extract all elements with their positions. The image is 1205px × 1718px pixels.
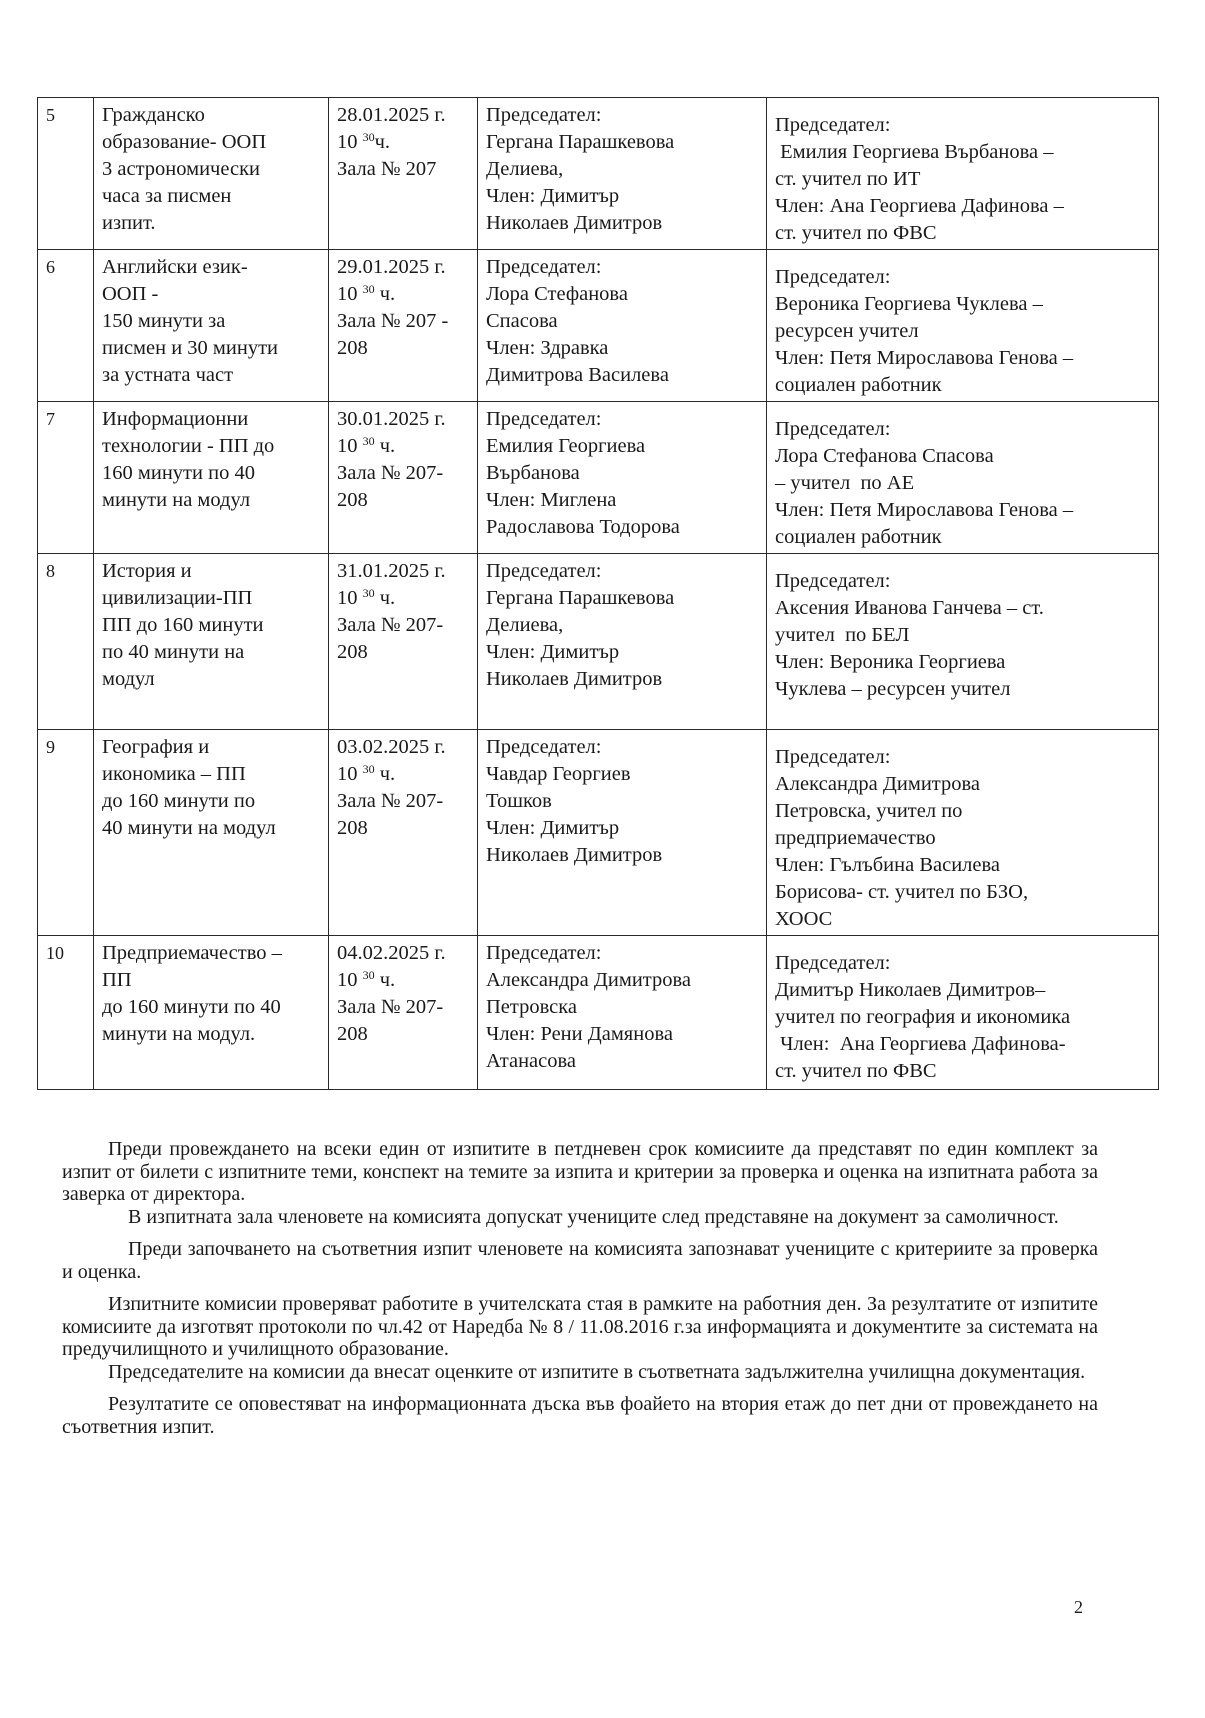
assessment-commission-cell <box>767 730 1159 936</box>
commission-line: Член: Здравка <box>486 337 609 359</box>
commission-line: Николаев Димитров <box>486 668 663 690</box>
exam-room: Зала № 207- <box>337 996 444 1018</box>
date-time-room-cell <box>329 250 478 402</box>
exam-time-hour: 10 <box>337 969 363 991</box>
exam-date: 03.02.2025 г. <box>337 736 446 758</box>
assessment-line: Председател: <box>775 114 891 136</box>
exam-time <box>337 761 469 788</box>
date-time-room-cell <box>329 730 478 936</box>
exam-time <box>337 585 469 612</box>
commission-line: Чавдар Георгиев <box>486 763 631 785</box>
row-number: 7 <box>38 402 94 554</box>
exam-room: Зала № 207 <box>337 158 437 180</box>
exam-commission-cell <box>478 936 767 1090</box>
subject-line: 150 минути за <box>102 310 226 332</box>
subject-line: ПП до 160 минути <box>102 614 264 636</box>
exam-time-suffix: ч. <box>374 283 396 305</box>
assessment-commission-cell <box>767 554 1159 730</box>
commission-line: Председател: <box>486 104 602 126</box>
table-row <box>38 402 1159 554</box>
assessment-line: Александра Димитрова <box>775 773 981 795</box>
assessment-line: учител по БЕЛ <box>775 624 910 646</box>
exam-time-minutes: 30 <box>362 282 375 296</box>
exam-commission-cell <box>478 250 767 402</box>
exam-date: 30.01.2025 г. <box>337 408 446 430</box>
subject-cell <box>94 98 329 250</box>
exam-time-suffix: ч. <box>374 763 396 785</box>
exam-commission-cell <box>478 402 767 554</box>
commission-line: Емилия Георгиева <box>486 435 646 457</box>
commission-line: Член: Димитър <box>486 641 620 663</box>
assessment-line: – учител по АЕ <box>775 472 915 494</box>
exam-room: Зала № 207- <box>337 790 444 812</box>
assessment-line: Член: Гълъбина Василева <box>775 854 1000 876</box>
assessment-line: предприемачество <box>775 827 936 849</box>
exam-time-hour: 10 <box>337 587 363 609</box>
exam-time-minutes: 30 <box>362 586 375 600</box>
commission-line: Член: Рени Дамянова <box>486 1023 673 1045</box>
commission-line: Гергана Парашкевова <box>486 131 675 153</box>
table-row <box>38 936 1159 1090</box>
subject-line: ПП <box>102 969 132 991</box>
assessment-line: Председател: <box>775 952 891 974</box>
paragraph-criteria: Преди започването на съответния изпит членовете на комисията запознават учениците с критериите за проверка и оценка. <box>62 1238 1098 1283</box>
commission-line: Спасова <box>486 310 558 332</box>
exam-schedule-table <box>37 97 1159 1090</box>
subject-line: Гражданско <box>102 104 205 126</box>
subject-line: Информационни <box>102 408 249 430</box>
subject-line: модул <box>102 668 155 690</box>
assessment-line: Димитър Николаев Димитров– <box>775 979 1046 1001</box>
subject-line: часа за писмен <box>102 185 232 207</box>
exam-time <box>337 129 469 156</box>
commission-line: Лора Стефанова <box>486 283 628 305</box>
commission-line: Член: Димитър <box>486 817 620 839</box>
paragraph-submission: Преди провеждането на всеки един от изпитите в петдневен срок комисиите да представят по един комплект за изпит от билети с изпитните теми, конспект на темите за изпита и критерии за проверка и оценка на изпитната работа за заверка от директора. <box>62 1138 1098 1205</box>
assessment-line: Вероника Георгиева Чуклева – <box>775 293 1043 315</box>
assessment-commission-cell <box>767 98 1159 250</box>
date-time-room-cell <box>329 554 478 730</box>
commission-line: Александра Димитрова <box>486 969 692 991</box>
assessment-commission-cell <box>767 936 1159 1090</box>
assessment-line: Член: Вероника Георгиева <box>775 651 1006 673</box>
commission-line: Гергана Парашкевова <box>486 587 675 609</box>
exam-time-suffix: ч. <box>374 587 396 609</box>
subject-cell <box>94 554 329 730</box>
assessment-line: Петровска, учител по <box>775 800 963 822</box>
exam-room: 208 <box>337 641 368 663</box>
assessment-line: Член: Ана Георгиева Дафинова – <box>775 195 1064 217</box>
commission-line: Атанасова <box>486 1050 577 1072</box>
subject-line: до 160 минути по <box>102 790 256 812</box>
date-time-room-cell <box>329 402 478 554</box>
exam-date: 31.01.2025 г. <box>337 560 446 582</box>
assessment-line: ХООС <box>775 908 833 930</box>
paragraph-results: Резултатите се оповестяват на информационната дъска във фоайето на втория етаж до пет дни от провеждането на съответния изпит. <box>62 1393 1098 1438</box>
page-number: 2 <box>1074 1597 1083 1617</box>
exam-time-hour: 10 <box>337 283 363 305</box>
exam-date: 28.01.2025 г. <box>337 104 446 126</box>
exam-time-minutes: 30 <box>362 968 375 982</box>
exam-time-hour: 10 <box>337 435 363 457</box>
subject-line: минути на модул <box>102 489 251 511</box>
subject-cell <box>94 730 329 936</box>
exam-time-suffix: ч. <box>374 131 391 153</box>
commission-line: Николаев Димитров <box>486 844 663 866</box>
subject-line: Предприемачество – <box>102 942 282 964</box>
subject-line: География и <box>102 736 210 758</box>
assessment-line: Председател: <box>775 266 891 288</box>
assessment-line: Член: Ана Георгиева Дафинова- <box>775 1033 1066 1055</box>
exam-time <box>337 281 469 308</box>
subject-line: 3 астрономически <box>102 158 261 180</box>
assessment-line: Аксения Иванова Ганчева – ст. <box>775 597 1044 619</box>
subject-line: История и <box>102 560 192 582</box>
subject-line: 40 минути на модул <box>102 817 276 839</box>
subject-line: по 40 минути на <box>102 641 245 663</box>
exam-date: 04.02.2025 г. <box>337 942 446 964</box>
exam-time <box>337 967 469 994</box>
subject-line: Английски език- <box>102 256 248 278</box>
commission-line: Делиева, <box>486 614 564 636</box>
assessment-line: Председател: <box>775 746 891 768</box>
subject-line: цивилизации-ПП <box>102 587 253 609</box>
row-number: 8 <box>38 554 94 730</box>
row-number: 10 <box>38 936 94 1090</box>
subject-line: до 160 минути по 40 <box>102 996 281 1018</box>
assessment-line: учител по география и икономика <box>775 1006 1071 1028</box>
exam-time-suffix: ч. <box>374 969 396 991</box>
row-number: 9 <box>38 730 94 936</box>
exam-commission-cell <box>478 98 767 250</box>
commission-line: Тошков <box>486 790 552 812</box>
commission-line: Председател: <box>486 560 602 582</box>
table-row <box>38 730 1159 936</box>
date-time-room-cell <box>329 936 478 1090</box>
subject-cell <box>94 402 329 554</box>
table-row <box>38 250 1159 402</box>
exam-room: Зала № 207- <box>337 462 444 484</box>
exam-time-hour: 10 <box>337 131 363 153</box>
exam-time-minutes: 30 <box>362 130 375 144</box>
assessment-line: социален работник <box>775 374 942 396</box>
table-row <box>38 98 1159 250</box>
assessment-line: Член: Петя Мирославова Генова – <box>775 499 1074 521</box>
exam-room: 208 <box>337 817 368 839</box>
subject-line: минути на модул. <box>102 1023 256 1045</box>
assessment-line: Чуклева – ресурсен учител <box>775 678 1011 700</box>
paragraph-grades: Председателите на комисии да внесат оценките от изпитите в съответната задължителна училищна документация. <box>108 1360 1086 1383</box>
subject-line: 160 минути по 40 <box>102 462 255 484</box>
commission-line: Член: Миглена <box>486 489 617 511</box>
assessment-line: ст. учител по ФВС <box>775 222 937 244</box>
exam-time-hour: 10 <box>337 763 363 785</box>
subject-line: писмен и 30 минути <box>102 337 279 359</box>
subject-cell <box>94 250 329 402</box>
row-number: 5 <box>38 98 94 250</box>
row-number: 6 <box>38 250 94 402</box>
assessment-line: ст. учител по ФВС <box>775 1060 937 1082</box>
subject-line: за устната част <box>102 364 234 386</box>
exam-commission-cell <box>478 730 767 936</box>
commission-line: Делиева, <box>486 158 564 180</box>
exam-time-minutes: 30 <box>362 434 375 448</box>
table-row <box>38 554 1159 730</box>
instructions-text <box>62 1138 1098 1438</box>
commission-line: Върбанова <box>486 462 580 484</box>
exam-room: 208 <box>337 1023 368 1045</box>
subject-line: изпит. <box>102 212 156 234</box>
exam-time <box>337 433 469 460</box>
commission-line: Радославова Тодорова <box>486 516 680 538</box>
subject-line: образование- ООП <box>102 131 267 153</box>
commission-line: Димитрова Василева <box>486 364 669 386</box>
assessment-commission-cell <box>767 402 1159 554</box>
exam-commission-cell <box>478 554 767 730</box>
exam-room: 208 <box>337 337 368 359</box>
assessment-line: Председател: <box>775 418 891 440</box>
assessment-line: ресурсен учител <box>775 320 919 342</box>
subject-line: технологии - ПП до <box>102 435 275 457</box>
commission-line: Председател: <box>486 408 602 430</box>
commission-line: Член: Димитър <box>486 185 620 207</box>
assessment-line: Член: Петя Мирославова Генова – <box>775 347 1074 369</box>
exam-room: Зала № 207- <box>337 614 444 636</box>
assessment-line: Председател: <box>775 570 891 592</box>
date-time-room-cell <box>329 98 478 250</box>
commission-line: Петровска <box>486 996 578 1018</box>
paragraph-protocols: Изпитните комисии проверяват работите в учителската стая в рамките на работния ден. За резултатите от изпитите комисиите да изготвят протоколи по чл.42 от Наредба № 8 / 11.08.2016 г.за информацията и документите за системата на предучилищното и училищното образование. <box>62 1293 1098 1360</box>
assessment-line: Лора Стефанова Спасова <box>775 445 994 467</box>
assessment-line: социален работник <box>775 526 942 548</box>
assessment-line: ст. учител по ИТ <box>775 168 921 190</box>
exam-time-minutes: 30 <box>362 762 375 776</box>
exam-room: 208 <box>337 489 368 511</box>
commission-line: Председател: <box>486 942 602 964</box>
subject-line: икономика – ПП <box>102 763 246 785</box>
commission-line: Председател: <box>486 256 602 278</box>
subject-cell <box>94 936 329 1090</box>
assessment-commission-cell <box>767 250 1159 402</box>
exam-date: 29.01.2025 г. <box>337 256 446 278</box>
paragraph-identity: В изпитната зала членовете на комисията допускат учениците след представяне на документ за самоличност. <box>128 1205 1059 1228</box>
assessment-line: Борисова- ст. учител по БЗО, <box>775 881 1029 903</box>
commission-line: Николаев Димитров <box>486 212 663 234</box>
exam-time-suffix: ч. <box>374 435 396 457</box>
assessment-line: Емилия Георгиева Върбанова – <box>775 141 1054 163</box>
exam-room: Зала № 207 - <box>337 310 449 332</box>
commission-line: Председател: <box>486 736 602 758</box>
subject-line: ООП - <box>102 283 159 305</box>
exam-schedule-body <box>38 98 1159 1090</box>
